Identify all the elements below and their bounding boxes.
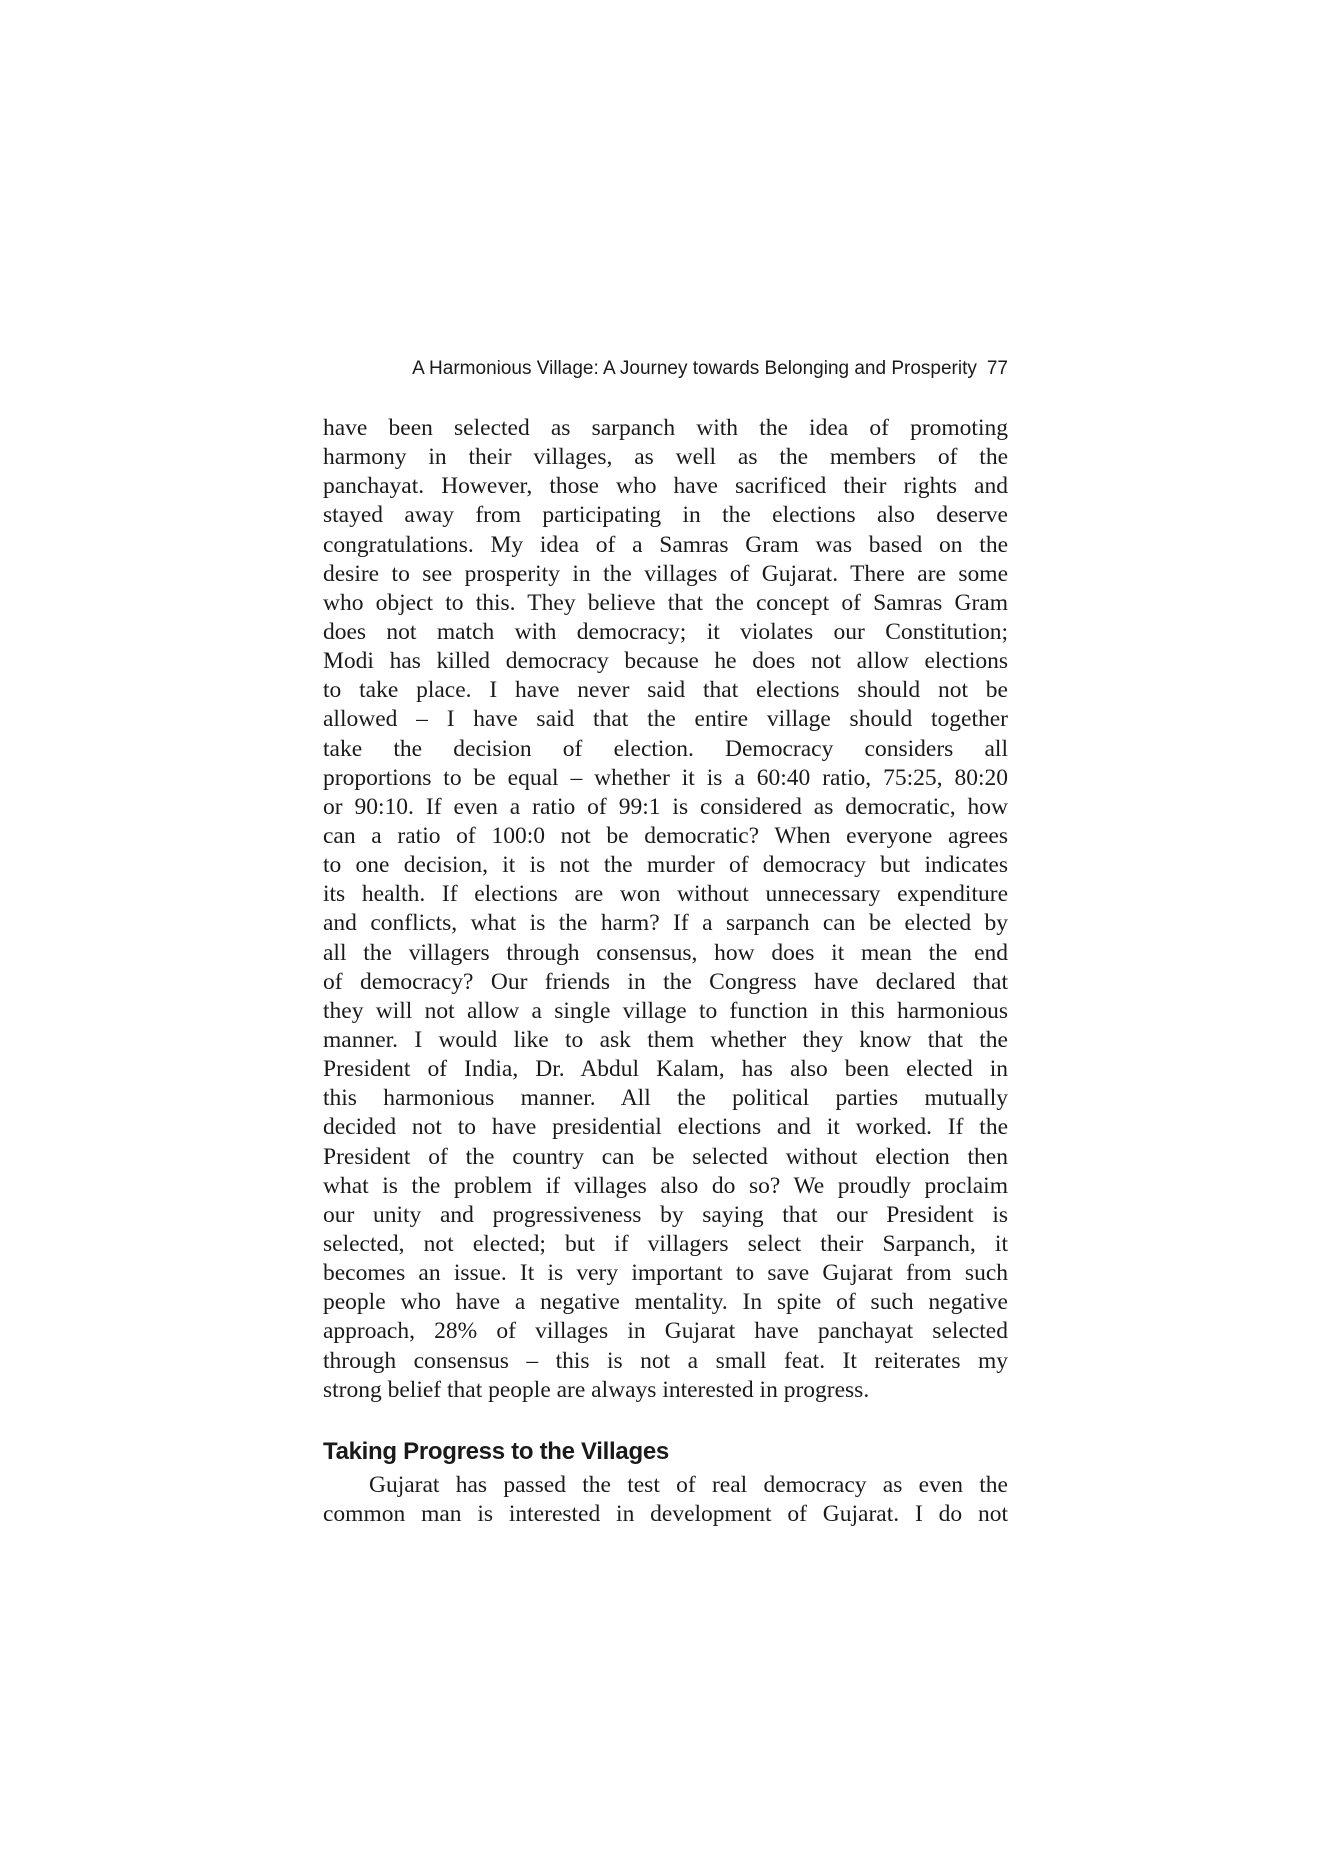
text-line: of democracy? Our friends in the Congress have declared that	[323, 968, 1008, 995]
text-line: panchayat. However, those who have sacrificed their rights and	[323, 473, 1008, 500]
text-line: decided not to have presidential elections and it worked. If the	[323, 1114, 1008, 1141]
text-line: take the decision of election. Democracy considers all	[323, 735, 1008, 762]
text-line: approach, 28% of villages in Gujarat have panchayat selected	[323, 1318, 1008, 1345]
text-line: strong belief that people are always interested in progress.	[323, 1376, 870, 1403]
text-line: and conflicts, what is the harm? If a sarpanch can be elected by	[323, 910, 1008, 937]
running-head-title: A Harmonious Village: A Journey towards Belonging and Prosperity	[412, 358, 977, 379]
paragraph-1	[323, 414, 1008, 1405]
text-line: to one decision, it is not the murder of democracy but indicates	[323, 852, 1008, 879]
text-line: have been selected as sarpanch with the idea of promoting	[323, 415, 1008, 441]
text-line: President of the country can be selected without election then	[323, 1143, 1008, 1170]
text-line: allowed – I have said that the entire village should together	[323, 706, 1008, 733]
text-line: Gujarat has passed the test of real democracy as even the	[369, 1472, 1008, 1498]
text-line: stayed away from participating in the elections also deserve	[323, 502, 1008, 529]
text-line: common man is interested in development of Gujarat. I do not	[323, 1501, 1008, 1528]
text-line: manner. I would like to ask them whether they know that the	[323, 1026, 1008, 1053]
text-line: what is the problem if villages also do so? We proudly proclaim	[323, 1172, 1008, 1199]
text-line: through consensus – this is not a small feat. It reiterates my	[323, 1347, 1008, 1374]
paragraph-2	[323, 1471, 1008, 1529]
text-line: Modi has killed democracy because he does not allow elections	[323, 648, 1008, 675]
text-line: its health. If elections are won without unnecessary expenditure	[323, 881, 1008, 908]
text-line: congratulations. My idea of a Samras Gram was based on the	[323, 531, 1008, 558]
text-line: this harmonious manner. All the political parties mutually	[323, 1085, 1008, 1112]
text-line: selected, not elected; but if villagers select their Sarpanch, it	[323, 1230, 1008, 1257]
text-line: to take place. I have never said that elections should not be	[323, 677, 1008, 704]
text-line: becomes an issue. It is very important to save Gujarat from such	[323, 1260, 1008, 1287]
text-line: who object to this. They believe that the concept of Samras Gram	[323, 589, 1008, 616]
text-line: desire to see prosperity in the villages of Gujarat. There are some	[323, 560, 1008, 587]
text-line: can a ratio of 100:0 not be democratic? When everyone agrees	[323, 822, 1008, 849]
text-line: our unity and progressiveness by saying that our President is	[323, 1201, 1008, 1228]
text-line: harmony in their villages, as well as the members of the	[323, 444, 1008, 471]
page-number: 77	[986, 358, 1008, 379]
section-heading: Taking Progress to the Villages	[323, 1438, 669, 1465]
text-line: does not match with democracy; it violates our Constitution;	[323, 618, 1008, 645]
text-line: all the villagers through consensus, how does it mean the end	[323, 939, 1008, 966]
text-line: President of India, Dr. Abdul Kalam, has also been elected in	[323, 1056, 1008, 1083]
text-line: proportions to be equal – whether it is a 60:40 ratio, 75:25, 80:20	[323, 764, 1008, 791]
text-line: or 90:10. If even a ratio of 99:1 is considered as democratic, how	[323, 793, 1008, 820]
running-head	[358, 355, 1008, 383]
text-line: people who have a negative mentality. In spite of such negative	[323, 1289, 1008, 1316]
text-line: they will not allow a single village to function in this harmonious	[323, 997, 1008, 1024]
